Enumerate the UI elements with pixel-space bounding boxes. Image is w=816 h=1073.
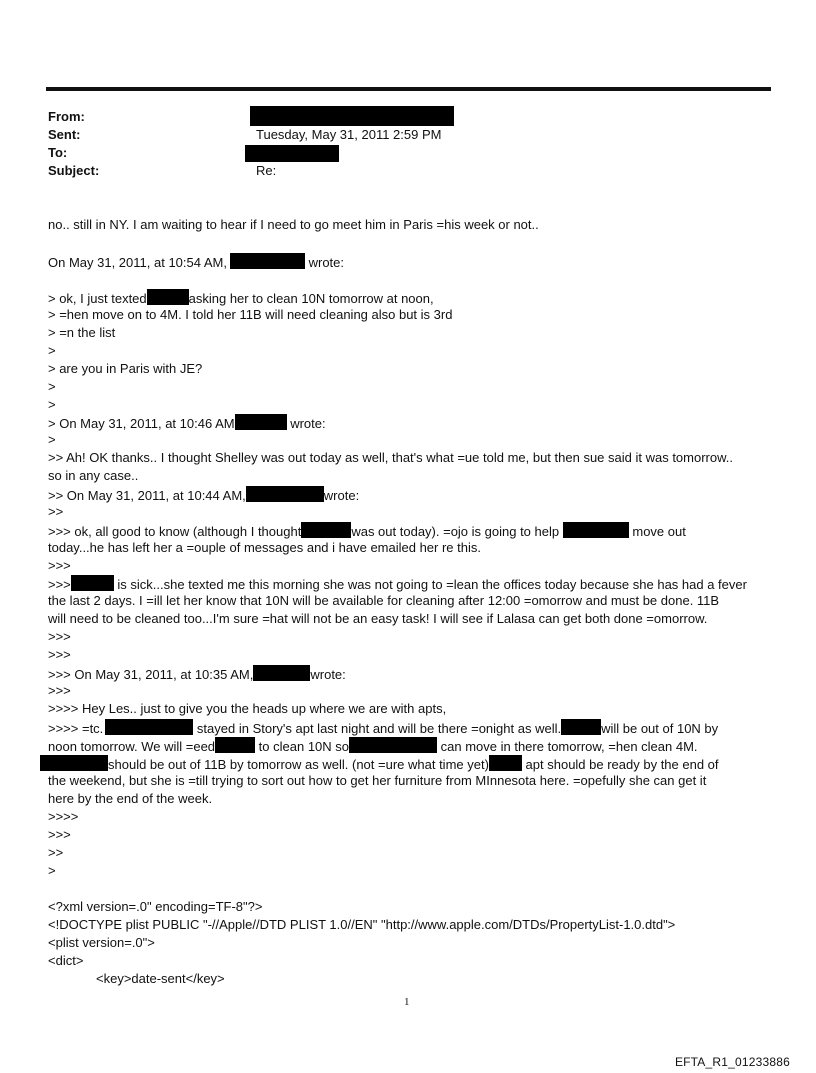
subject-label: Subject: xyxy=(48,163,100,178)
header-rule xyxy=(46,87,771,91)
redaction-from xyxy=(250,106,454,126)
quote-line: > =n the list xyxy=(48,325,116,340)
redaction xyxy=(561,719,601,735)
quote-line: > xyxy=(48,379,56,394)
quote-line: > xyxy=(48,432,56,447)
quote-line: >> xyxy=(48,504,64,519)
sent-label: Sent: xyxy=(48,127,81,142)
quote4-intro: >>> On May 31, 2011, at 10:35 AM, wrote: xyxy=(48,667,346,682)
quote-line: >>>> xyxy=(48,809,79,824)
redaction xyxy=(230,253,305,269)
redaction xyxy=(215,737,255,753)
redaction xyxy=(253,665,310,681)
redaction xyxy=(71,575,114,591)
quote-line: > ok, I just texted asking her to clean 10N tomorrow at noon, xyxy=(48,291,434,306)
subject-value: Re: xyxy=(256,163,277,178)
quote-line: > are you in Paris with JE? xyxy=(48,361,203,376)
document-id: EFTA_R1_01233886 xyxy=(674,1055,790,1069)
quote-line: > xyxy=(48,397,56,412)
xml-line: <!DOCTYPE plist PUBLIC "-//Apple//DTD PLIST 1.0//EN" "http://www.apple.com/DTDs/PropertyList-1.0.dtd"> xyxy=(48,917,676,932)
quote-line: > xyxy=(48,343,56,358)
quote-line: >>> xyxy=(48,647,71,662)
redaction xyxy=(105,719,193,735)
quote-line: the last 2 days. I =ill let her know that 10N will be available for cleaning after 12:00 =omorrow and must be done. 11B xyxy=(48,593,720,608)
xml-line: <plist version=.0"> xyxy=(48,935,155,950)
to-label: To: xyxy=(48,145,68,160)
quote-line: >>> xyxy=(48,683,71,698)
quote-line: noon tomorrow. We will =eed to clean 10N so can move in there tomorrow, =hen clean 4M. xyxy=(48,739,698,754)
quote-line: >> xyxy=(48,845,64,860)
quote2-intro: > On May 31, 2011, at 10:46 AM wrote: xyxy=(48,416,326,431)
redaction xyxy=(349,737,437,753)
page-number: 1 xyxy=(404,996,410,1008)
quote-line: >>> is sick...she texted me this morning she was not going to =lean the offices today because she has had a fever xyxy=(48,577,747,592)
from-label: From: xyxy=(48,109,85,124)
quote-line: today...he has left her a =ouple of messages and i have emailed her re this. xyxy=(48,540,481,555)
quote-line: will need to be cleaned too...I'm sure =hat will not be an easy task! I will see if Lalasa can get both done =omorrow. xyxy=(48,611,708,626)
quote-line: >>> xyxy=(48,558,71,573)
xml-line: <dict> xyxy=(48,953,84,968)
redaction xyxy=(301,522,351,538)
xml-line: <key>date-sent</key> xyxy=(96,971,225,986)
quote-line: >>> xyxy=(48,827,71,842)
quote-line: > xyxy=(48,863,56,878)
quote-line: >>>> =tc. stayed in Story's apt last night and will be there =onight as well. will be out of 10N by xyxy=(48,721,719,736)
quote-line: so in any case.. xyxy=(48,468,139,483)
quote-line: >>>> Hey Les.. just to give you the heads up where we are with apts, xyxy=(48,701,447,716)
quote-line: should be out of 11B by tomorrow as well. (not =ure what time yet) apt should be ready by the end of xyxy=(40,755,719,773)
redaction-to xyxy=(245,145,339,162)
reply-text: no.. still in NY. I am waiting to hear if I need to go meet him in Paris =his week or not.. xyxy=(48,217,539,232)
quote-line: >>> ok, all good to know (although I thought was out today). =ojo is going to help move out xyxy=(48,524,686,539)
redaction xyxy=(235,414,287,430)
quote1-intro: On May 31, 2011, at 10:54 AM, wrote: xyxy=(48,255,345,270)
quote-line: >> Ah! OK thanks.. I thought Shelley was out today as well, that's what =ue told me, but then sue said it was tomorrow.. xyxy=(48,450,734,465)
quote-line: here by the end of the week. xyxy=(48,791,213,806)
sent-value: Tuesday, May 31, 2011 2:59 PM xyxy=(256,127,442,142)
redaction xyxy=(40,755,108,771)
quote3-intro: >> On May 31, 2011, at 10:44 AM, wrote: xyxy=(48,488,360,503)
xml-line: <?xml version=.0" encoding=TF-8"?> xyxy=(48,899,263,914)
redaction xyxy=(147,289,189,305)
quote-line: >>> xyxy=(48,629,71,644)
redaction xyxy=(246,486,324,502)
redaction xyxy=(489,755,522,771)
quote-line: > =hen move on to 4M. I told her 11B will need cleaning also but is 3rd xyxy=(48,307,453,322)
quote-line: the weekend, but she is =till trying to sort out how to get her furniture from MInnesota here. =opefully she can get it xyxy=(48,773,707,788)
redaction xyxy=(563,522,629,538)
